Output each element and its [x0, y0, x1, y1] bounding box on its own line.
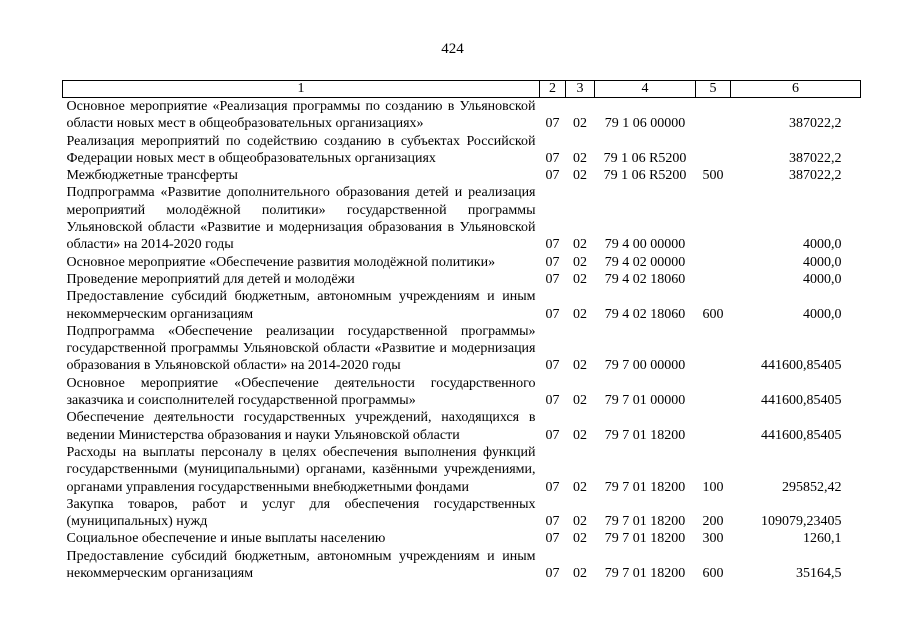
row-expense-type	[696, 98, 731, 133]
row-expense-type: 600	[702, 566, 724, 582]
header-col-name: 1	[63, 81, 540, 98]
table-row	[63, 548, 861, 583]
row-target-code: 79 7 01 18200	[604, 479, 686, 495]
table-row	[63, 375, 861, 410]
row-name: Расходы на выплаты персоналу в целях обеспечения выполнения функций государственными (муниципальными) органами, казёнными учреждениями, органами управления государственными внебюджетными фондами	[66, 444, 536, 495]
row-subsection: 02	[573, 427, 587, 443]
header-col-subsection: 3	[566, 81, 595, 98]
row-section: 07	[545, 479, 560, 495]
row-amount: 441600,85405	[761, 393, 842, 409]
row-amount: 387022,2	[789, 168, 842, 184]
row-section: 07	[545, 358, 560, 374]
row-target-code: 79 7 01 18200	[604, 427, 686, 443]
row-name: Предоставление субсидий бюджетным, автономным учреждениям и иным некоммерческим организациям	[66, 548, 536, 582]
row-name: Проведение мероприятий для детей и молодёжи	[66, 271, 355, 287]
row-name: Закупка товаров, работ и услуг для обеспечения государственных (муниципальных) нужд	[66, 496, 536, 530]
row-subsection: 02	[573, 514, 587, 530]
row-amount: 387022,2	[789, 150, 842, 166]
row-target-code: 79 7 01 18200	[604, 531, 686, 547]
row-target-code: 79 1 06 R5200	[603, 168, 687, 184]
row-section: 07	[545, 306, 560, 322]
row-amount: 441600,85405	[761, 358, 842, 374]
row-amount: 35164,5	[796, 566, 842, 582]
row-section: 07	[545, 254, 560, 270]
row-target-code: 79 4 02 18060	[604, 306, 686, 322]
row-section: 07	[545, 566, 560, 582]
row-target-code: 79 4 00 00000	[604, 237, 686, 253]
row-name: Подпрограмма «Развитие дополнительного образования детей и реализация мероприятий молодёжной политики» государственной программы Ульяновской области «Развитие и модернизация образования в Ульяновской области» на 2014-2020 годы	[66, 185, 536, 253]
row-amount: 4000,0	[803, 254, 842, 270]
row-target-code: 79 7 00 00000	[604, 358, 686, 374]
table-row	[63, 496, 861, 531]
header-col-section: 2	[540, 81, 566, 98]
row-target-code: 79 7 01 18200	[604, 566, 686, 582]
row-expense-type: 100	[702, 479, 724, 495]
table-row	[63, 133, 861, 168]
row-section: 07	[545, 271, 560, 287]
row-name: Предоставление субсидий бюджетным, автономным учреждениям и иным некоммерческим организациям	[66, 289, 536, 322]
row-amount: 4000,0	[803, 271, 842, 287]
row-section: 07	[545, 237, 560, 253]
table-row	[63, 530, 861, 547]
table-row	[63, 167, 861, 184]
row-subsection: 02	[573, 116, 587, 132]
table-header	[63, 81, 861, 98]
table-body	[63, 98, 861, 583]
table-row	[63, 254, 861, 271]
row-expense-type: 500	[702, 168, 724, 184]
row-amount: 295852,42	[782, 479, 842, 495]
row-section: 07	[545, 531, 560, 547]
row-subsection: 02	[573, 237, 587, 253]
row-subsection: 02	[573, 393, 587, 409]
row-subsection: 02	[573, 271, 587, 287]
row-section: 07	[545, 427, 560, 443]
row-target-code: 79 7 01 18200	[604, 514, 686, 530]
row-expense-type	[696, 323, 731, 375]
row-subsection: 02	[573, 358, 587, 374]
row-section: 07	[545, 150, 560, 166]
row-amount: 4000,0	[803, 306, 842, 322]
header-row	[63, 81, 861, 98]
row-subsection: 02	[573, 531, 587, 547]
row-name: Подпрограмма «Обеспечение реализации государственной программы» государственной программы Ульяновской области «Развитие и модернизация образования в Ульяновской области» на 2014-2020 годы	[66, 323, 536, 374]
row-name: Межбюджетные трансферты	[66, 168, 238, 184]
row-section: 07	[545, 514, 560, 530]
table-row	[63, 271, 861, 288]
row-subsection: 02	[573, 254, 587, 270]
row-target-code: 79 7 01 00000	[604, 393, 686, 409]
header-col-amount: 6	[731, 81, 861, 98]
row-expense-type	[696, 184, 731, 253]
budget-table	[62, 80, 861, 582]
row-amount: 109079,23405	[761, 514, 842, 530]
table-row	[63, 323, 861, 375]
row-section: 07	[545, 116, 560, 132]
table-row	[63, 409, 861, 444]
row-subsection: 02	[573, 479, 587, 495]
row-target-code: 79 1 06 R5200	[603, 150, 687, 166]
row-amount: 4000,0	[803, 237, 842, 253]
row-expense-type	[696, 254, 731, 271]
row-name: Основное мероприятие «Реализация программы по созданию в Ульяновской области новых мест в общеобразовательных организациях»	[66, 99, 536, 132]
row-expense-type	[696, 409, 731, 444]
row-target-code: 79 1 06 00000	[604, 116, 686, 132]
row-target-code: 79 4 02 18060	[604, 271, 686, 287]
page-number: 424	[441, 41, 464, 57]
row-expense-type	[696, 375, 731, 410]
row-expense-type	[696, 271, 731, 288]
row-subsection: 02	[573, 150, 587, 166]
row-amount: 1260,1	[803, 531, 842, 547]
row-name: Обеспечение деятельности государственных учреждений, находящихся в ведении Министерства образования и науки Ульяновской области	[66, 410, 536, 443]
row-amount: 387022,2	[789, 116, 842, 132]
row-subsection: 02	[573, 566, 587, 582]
row-name: Основное мероприятие «Обеспечение деятельности государственного заказчика и соисполнителей государственной программы»	[66, 375, 536, 409]
table-row	[63, 184, 861, 253]
row-expense-type: 200	[702, 514, 724, 530]
row-name: Реализация мероприятий по содействию созданию в субъектах Российской Федерации новых мест в общеобразовательных организациях	[66, 133, 536, 166]
row-amount: 441600,85405	[761, 427, 842, 443]
table-row	[63, 288, 861, 323]
row-target-code: 79 4 02 00000	[604, 254, 686, 270]
row-section: 07	[545, 168, 560, 184]
header-col-target-code: 4	[595, 81, 696, 98]
row-name: Социальное обеспечение и иные выплаты населению	[66, 531, 386, 547]
table-row	[63, 444, 861, 496]
header-col-expense-type: 5	[696, 81, 731, 98]
table-row	[63, 98, 861, 133]
row-subsection: 02	[573, 168, 587, 184]
row-section: 07	[545, 393, 560, 409]
row-expense-type: 600	[702, 306, 724, 322]
row-expense-type	[696, 133, 731, 168]
row-subsection: 02	[573, 306, 587, 322]
row-name: Основное мероприятие «Обеспечение развития молодёжной политики»	[66, 254, 496, 270]
row-expense-type: 300	[702, 531, 724, 547]
